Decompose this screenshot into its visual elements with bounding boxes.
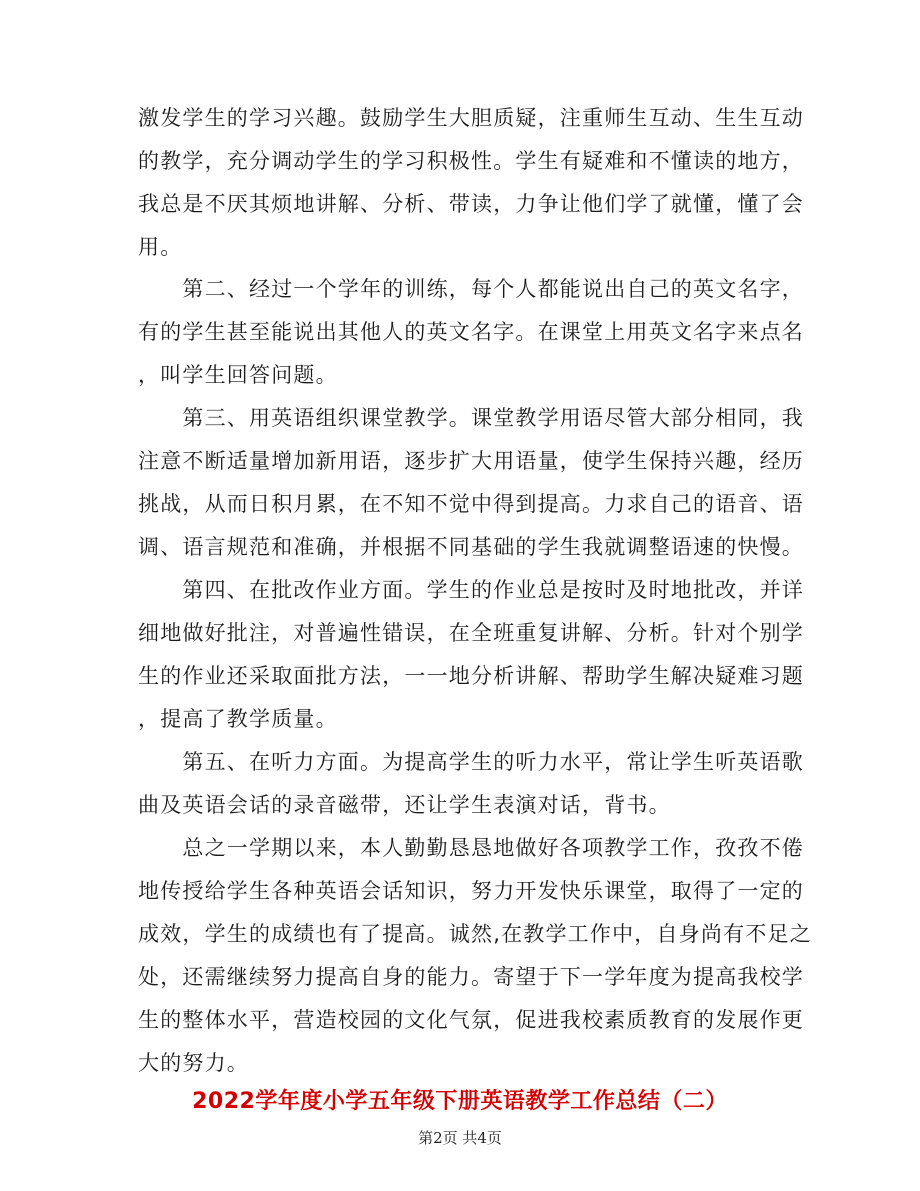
body-line-5: 第二、经过一个学年的训练，每个人都能说出自己的英文名字， [138, 277, 804, 301]
body-line-9: 注意不断适量增加新用语，逐步扩大用语量，使学生保持兴趣，经历 [138, 449, 804, 473]
body-line-22: 生的整体水平，营造校园的文化气氛，促进我校素质教育的发展作更 [138, 1008, 804, 1032]
body-line-4: 用。 [138, 235, 183, 259]
body-line-7: ，叫学生回答问题。 [138, 363, 338, 387]
body-line-23: 大的努力。 [138, 1051, 249, 1075]
body-line-13: 细地做好批注，对普遍性错误，在全班重复讲解、分析。针对个别学 [138, 621, 804, 645]
body-line-19: 地传授给学生各种英语会话知识，努力开发快乐课堂，取得了一定的 [138, 879, 804, 903]
body-line-1: 激发学生的学习兴趣。鼓励学生大胆质疑，注重师生互动、生生互动 [138, 106, 804, 130]
body-line-20: 成效，学生的成绩也有了提高。诚然,在教学工作中，自身尚有不足之 [138, 922, 812, 946]
body-line-16: 第五、在听力方面。为提高学生的听力水平，常让学生听英语歌 [138, 750, 804, 774]
section-title: 2022学年度小学五年级下册英语教学工作总结（二） [192, 1089, 728, 1114]
body-line-15: ，提高了教学质量。 [138, 707, 338, 731]
body-line-18: 总之一学期以来，本人勤勤恳恳地做好各项教学工作，孜孜不倦 [138, 836, 804, 860]
page-footer: 第2页 共4页 [418, 1129, 502, 1147]
body-line-3: 我总是不厌其烦地讲解、分析、带读，力争让他们学了就懂，懂了会 [138, 192, 804, 216]
body-line-12: 第四、在批改作业方面。学生的作业总是按时及时地批改，并详 [138, 578, 804, 602]
body-line-8: 第三、用英语组织课堂教学。课堂教学用语尽管大部分相同，我 [138, 406, 804, 430]
body-line-11: 调、语言规范和准确，并根据不同基础的学生我就调整语速的快慢。 [138, 535, 804, 559]
body-line-2: 的教学，充分调动学生的学习积极性。学生有疑难和不懂读的地方， [138, 149, 804, 173]
body-line-6: 有的学生甚至能说出其他人的英文名字。在课堂上用英文名字来点名 [138, 320, 804, 344]
body-line-10: 挑战，从而日积月累，在不知不觉中得到提高。力求自己的语音、语 [138, 492, 804, 516]
body-line-17: 曲及英语会话的录音磁带，还让学生表演对话，背书。 [138, 793, 671, 817]
body-line-21: 处，还需继续努力提高自身的能力。寄望于下一学年度为提高我校学 [138, 965, 804, 989]
body-line-14: 生的作业还采取面批方法，一一地分析讲解、帮助学生解决疑难习题 [138, 664, 804, 688]
